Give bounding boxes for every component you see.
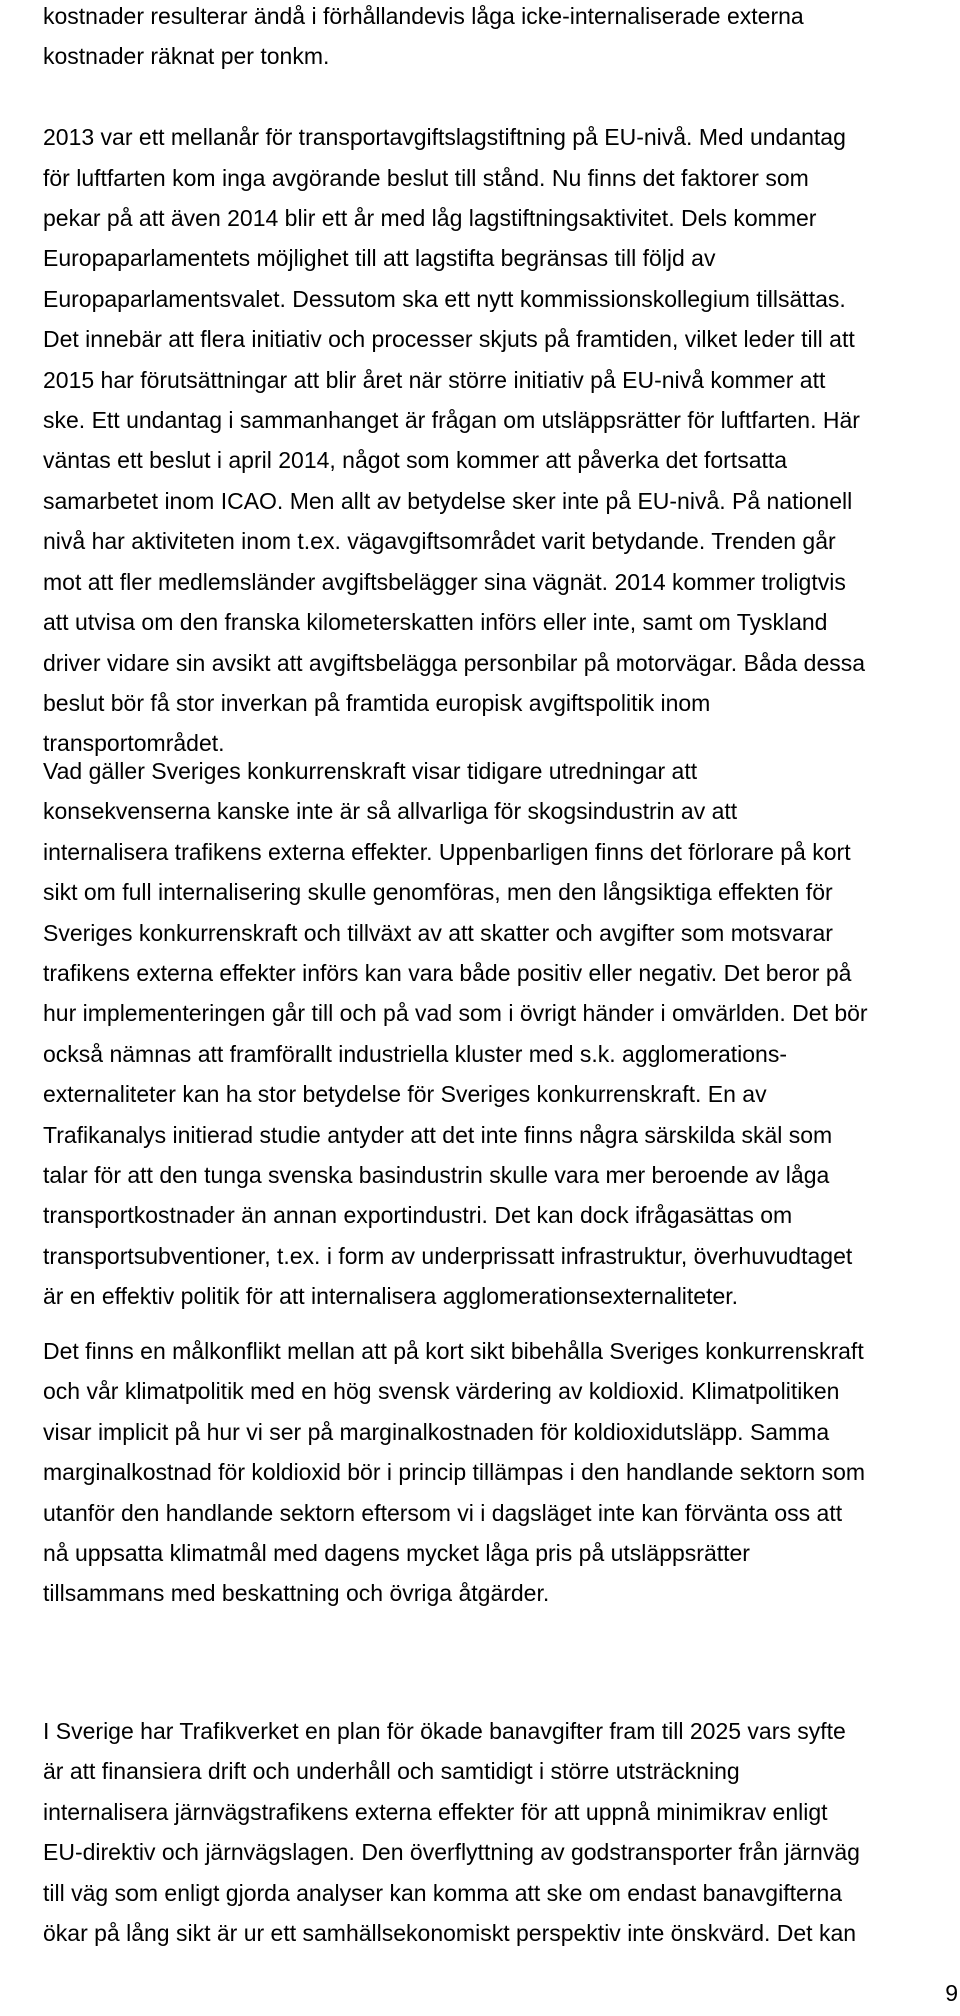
paragraph-competitiveness: [43, 751, 943, 1317]
text-line: transportområdet.: [43, 730, 225, 757]
text-line: Det finns en målkonflikt mellan att på kort sikt bibehålla Sveriges konkurrenskraft: [43, 1338, 864, 1364]
text-line: transportsubventioner, t.ex. i form av underprissatt infrastruktur, överhuvudtaget: [43, 1242, 853, 1269]
paragraph-eu-charging: [43, 0, 943, 764]
text-line: externaliteter kan ha stor betydelse för Sveriges konkurrenskraft. En av: [43, 1081, 767, 1108]
text-line: Sveriges konkurrenskraft och tillväxt av att skatter och avgifter som motsvarar: [43, 919, 833, 946]
text-line: Europaparlamentsvalet. Dessutom ska ett nytt kommissionskollegium tillsättas.: [43, 285, 846, 312]
page-number: 9: [945, 1980, 958, 2006]
text-line: ske. Ett undantag i sammanhanget är frågan om utsläppsrätter för luftfarten. Här: [43, 407, 860, 434]
text-line: kostnader räknat per tonkm.: [43, 43, 330, 70]
text-line: till väg som enligt gjorda analyser kan komma att ske om endast banavgifterna: [43, 1879, 843, 1906]
text-line: pekar på att även 2014 blir ett år med låg lagstiftningsaktivitet. Dels kommer: [43, 205, 817, 232]
text-line: internalisera järnvägstrafikens externa effekter för att uppnå minimikrav enligt: [43, 1798, 828, 1825]
text-line: nå uppsatta klimatmål med dagens mycket låga pris på utsläppsrätter: [43, 1540, 750, 1567]
paragraph-climate-goal-conflict: [43, 1331, 943, 1614]
text-line: tillsammans med beskattning och övriga åtgärder.: [43, 1580, 550, 1607]
text-line: sikt om full internalisering skulle genomföras, men den långsiktiga effekten för: [43, 879, 833, 906]
text-line: konsekvenserna kanske inte är så allvarliga för skogsindustrin av att: [43, 798, 738, 825]
text-line: för luftfarten kom inga avgörande beslut till stånd. Nu finns det faktorer som: [43, 164, 809, 191]
text-line: kostnader resulterar ändå i förhållandevis låga icke-internaliserade externa: [43, 3, 804, 29]
text-line: internalisera trafikens externa effekter. Uppenbarligen finns det förlorare på kort: [43, 838, 851, 865]
text-line: trafikens externa effekter införs kan vara både positiv eller negativ. Det beror på: [43, 960, 852, 987]
paragraph-rail-charges: [43, 1711, 943, 1953]
text-line: marginalkostnad för koldioxid bör i princip tillämpas i den handlande sektorn som: [43, 1459, 866, 1486]
text-line: [43, 77, 943, 117]
text-line: väntas ett beslut i april 2014, något som kommer att påverka det fortsatta: [43, 447, 788, 474]
text-line: samarbetet inom ICAO. Men allt av betydelse sker inte på EU-nivå. På nationell: [43, 487, 853, 514]
text-line: att utvisa om den franska kilometerskatten införs eller inte, samt om Tyskland: [43, 609, 828, 636]
text-line: är en effektiv politik för att internalisera agglomerationsexternaliteter.: [43, 1283, 739, 1310]
text-line: Trafikanalys initierad studie antyder att det inte finns några särskilda skäl som: [43, 1121, 833, 1148]
text-line: I Sverige har Trafikverket en plan för ökade banavgifter fram till 2025 vars syfte: [43, 1718, 846, 1744]
text-line: EU-direktiv och järnvägslagen. Den överflyttning av godstransporter från järnväg: [43, 1839, 860, 1866]
text-line: 2015 har förutsättningar att blir året när större initiativ på EU-nivå kommer att: [43, 366, 826, 393]
text-line: också nämnas att framförallt industriella kluster med s.k. agglomerations-: [43, 1040, 787, 1067]
text-line: visar implicit på hur vi ser på marginalkostnaden för koldioxidutsläpp. Samma: [43, 1418, 830, 1445]
text-line: Det innebär att flera initiativ och processer skjuts på framtiden, vilket leder till att: [43, 326, 855, 353]
text-line: utanför den handlande sektorn eftersom vi i dagsläget inte kan förvänta oss att: [43, 1499, 843, 1526]
text-line: talar för att den tunga svenska basindustrin skulle vara mer beroende av låga: [43, 1162, 830, 1189]
text-line: mot att fler medlemsländer avgiftsbelägger sina vägnät. 2014 kommer troligtvis: [43, 568, 846, 595]
text-line: hur implementeringen går till och på vad som i övrigt händer i omvärlden. Det bör: [43, 1000, 868, 1027]
text-line: ökar på lång sikt är ur ett samhällsekonomiskt perspektiv inte önskvärd. Det kan: [43, 1920, 857, 1947]
text-line: driver vidare sin avsikt att avgiftsbelägga personbilar på motorvägar. Båda dessa: [43, 649, 866, 676]
text-line: 2013 var ett mellanår för transportavgiftslagstiftning på EU-nivå. Med undantag: [43, 124, 846, 151]
text-line: Vad gäller Sveriges konkurrenskraft visar tidigare utredningar att: [43, 758, 698, 784]
text-line: är att finansiera drift och underhåll och samtidigt i större utsträckning: [43, 1758, 740, 1785]
text-line: och vår klimatpolitik med en hög svensk värdering av koldioxid. Klimatpolitiken: [43, 1378, 840, 1405]
text-line: nivå har aktiviteten inom t.ex. vägavgiftsområdet varit betydande. Trenden går: [43, 528, 836, 555]
text-line: Europaparlamentets möjlighet till att lagstifta begränsas till följd av: [43, 245, 716, 272]
text-line: beslut bör få stor inverkan på framtida europisk avgiftspolitik inom: [43, 689, 711, 716]
text-line: transportkostnader än annan exportindustri. Det kan dock ifrågasättas om: [43, 1202, 793, 1229]
